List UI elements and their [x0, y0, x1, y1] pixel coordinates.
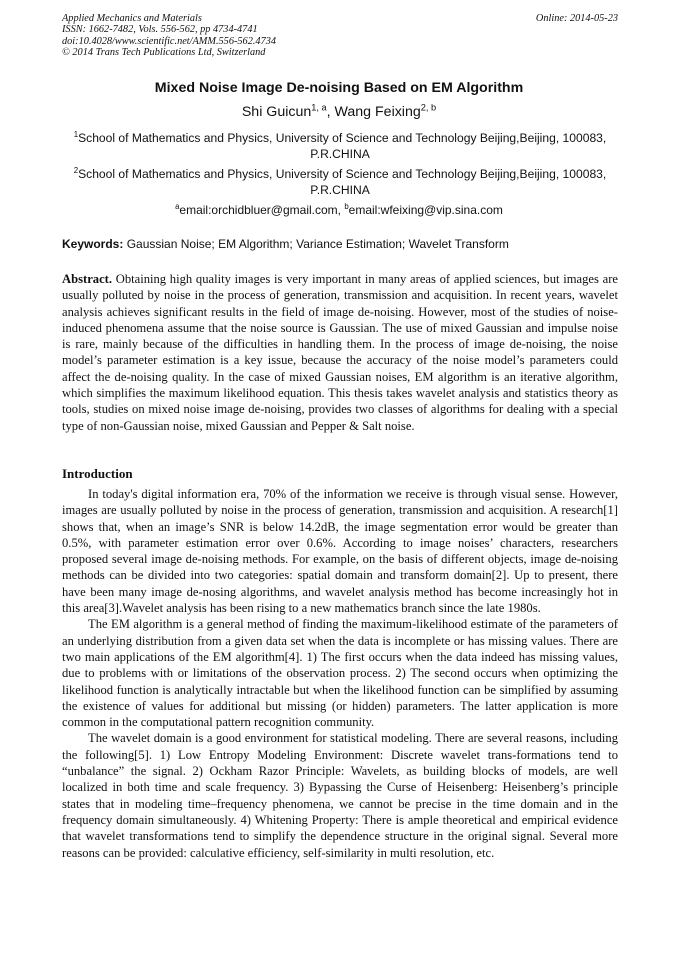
author-1-sup: 1, a	[311, 102, 327, 113]
issn-line: ISSN: 1662-7482, Vols. 556-562, pp 4734-4741	[62, 24, 258, 36]
affiliation-1-text: School of Mathematics and Physics, University of Science and Technology Beijing,Beijing, 100083, P.R.CHINA	[78, 131, 607, 161]
email-a-sup: a	[175, 202, 180, 211]
author-2-sup: 2, b	[420, 102, 437, 113]
section-heading-introduction: Introduction	[62, 466, 133, 481]
email-b: email:wfeixing@vip.sina.com	[348, 203, 503, 217]
keywords	[62, 237, 618, 251]
intro-paragraph-3: The wavelet domain is a good environment for statistical modeling. There are several reasons, including the following[5]. 1) Low Entropy Modeling Environment: Discrete wavelet trans-formations tend to “unbalance” the signal. 2) Ockham Razor Principle: Wavelets, as building blocks of models, are well localized in both time and scale frequency. 3) Bypassing the Curse of Heisenberg: Heisenberg’s principle states that in modeling time–frequency phenomena, we cannot be precise in the time domain and in the frequency domain simultaneously. 4) Whitening Property: There is ample theoretical and empirical evidence that wavelet transformations tend to simplify the dependence structure in the original signal. Several more reasons can be provided: calculative efficiency, self-similarity in multi resolution, etc.	[62, 731, 618, 860]
doi-line: doi:10.4028/www.scientific.net/AMM.556-562.4734	[62, 35, 277, 47]
affiliation-1-num: 1	[73, 129, 79, 139]
introduction-body	[62, 486, 618, 861]
abstract-text: Obtaining high quality images is very important in many areas of applied sciences, but images are usually polluted by noise in the process of generation, transmission and acquisition. In recent years, wavelet analysis achieves significant results in the field of image de-noising. However, most of the studies of noise-induced phenomena assume that the noise source is Gaussian. The use of mixed Gaussian and impulse noise is rare, mainly because of the difficulties in handling them. In the process of image de-noising, the noise model’s parameter estimation is a key issue, because the accuracy of the noise model’s parameters could affect the de-noising quality. In the case of mixed Gaussian noises, EM algorithm is an iterative algorithm, which simplifies the maximum likelihood equation. This thesis takes wavelet analysis and statistics theory as tools, studies on mixed noise image de-noising, provides two classes of algorithms for dealing with a special type of non-Gaussian noise, mixed Gaussian and Pepper & Salt noise.	[62, 272, 618, 433]
author-separator: ,	[326, 104, 335, 120]
author-2-name: Wang Feixing	[334, 104, 421, 120]
journal-header	[62, 13, 618, 59]
journal-name: Applied Mechanics and Materials	[62, 13, 202, 24]
affiliation-2	[62, 166, 618, 198]
affiliation-1	[62, 130, 618, 162]
abstract-label: Abstract.	[62, 272, 113, 286]
intro-paragraph-2: The EM algorithm is a general method of finding the maximum-likelihood estimate of the parameters of an underlying distribution from a given data set when the data is incomplete or has missing values. There are two main applications of the EM algorithm[4]. 1) The first occurs when the data indeed has missing values, due to problems with or limitations of the observation process. 2) The second occurs when optimizing the likelihood function is analytically intractable but when the likelihood function can be simplified by assuming the existence of values for additional but missing (or hidden) parameters. The latter application is more common in the computational pattern recognition community.	[62, 617, 618, 730]
abstract	[62, 271, 618, 434]
keywords-text: Gaussian Noise; EM Algorithm; Variance Estimation; Wavelet Transform	[123, 237, 509, 251]
intro-paragraph-1: In today's digital information era, 70% of the information we receive is through visual sense. However, images are usually polluted by noise in the process of generation, transmission and acquisition. A research[1] shows that, when an image’s SNR is below 14.2dB, the image segmentation error would be greater than 0.5%, with parameter estimation error over 0.6%. According to image noises’ characters, researchers proposed several image de-noising methods. For example, on the basis of different objects, image de-noising methods can be divided into two categories: spatial domain and transform domain[2]. Up to present, there have been many image de-nosing algorithms, and wavelet analysis method has become increasingly hot in this area[3].Wavelet analysis has been rising to a new mathematics branch since the late 1980s.	[62, 487, 618, 616]
email-line	[40, 203, 638, 217]
affiliation-2-num: 2	[73, 165, 79, 175]
online-date: Online: 2014-05-23	[535, 13, 618, 24]
author-1-name: Shi Guicun	[241, 104, 312, 120]
paper-title: Mixed Noise Image De-noising Based on EM Algorithm	[154, 80, 524, 96]
affiliation-2-text: School of Mathematics and Physics, University of Science and Technology Beijing,Beijing, 100083, P.R.CHINA	[78, 167, 607, 197]
keywords-label: Keywords:	[62, 237, 124, 251]
email-b-sup: b	[344, 202, 349, 211]
copyright-line: © 2014 Trans Tech Publications Ltd, Switzerland	[62, 47, 266, 59]
author-line	[40, 104, 638, 120]
email-a: email:orchidbluer@gmail.com,	[179, 203, 345, 217]
